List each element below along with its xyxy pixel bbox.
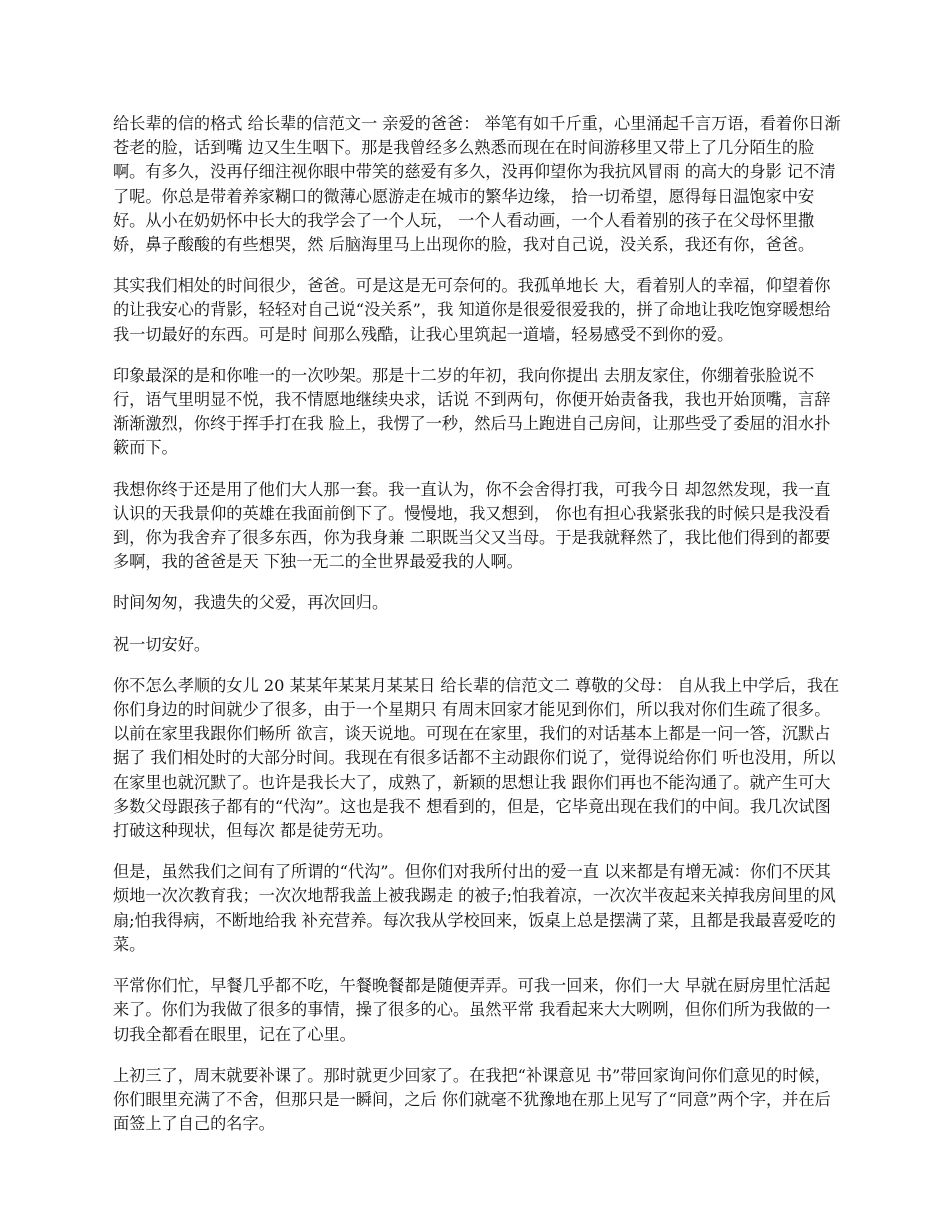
paragraph-9: 平常你们忙，早餐几乎都不吃，午餐晚餐都是随便弄弄。可我一回来，你们一大 早就在厨房里忙活起来了。你们为我做了很多的事情，操了很多的心。虽然平常 我看起来大大咧咧，但你们所为我做的一切我全都看在眼里，记在了心里。 (113, 976, 831, 1044)
paragraph-1: 给长辈的信的格式 给长辈的信范文一 亲爱的爸爸： 举笔有如千斤重，心里涌起千言万语，看着你日渐苍老的脸，话到嘴 边又生生咽下。那是我曾经多么熟悉而现在在时间游移里又带上了几分陌生的脸 啊。有多久，没再仔细注视你眼中带笑的慈爱有多久，没再仰望你为我抗风冒雨 的高大的身影 记不清了呢。你总是带着养家糊口的微薄心愿游走在城市的繁华边缘， 拾一切希望，愿得每日温饱家中安好。从小在奶奶怀中长大的我学会了一个人玩， 一个人看动画，一个人看着别的孩子在父母怀里撒娇，鼻子酸酸的有些想哭，然 后脑海里马上出现你的脸，我对自己说，没关系，我还有你，爸爸。 (113, 114, 841, 255)
paragraph-6: 祝一切安好。 (113, 634, 211, 654)
paragraph-5: 时间匆匆，我遗失的父爱，再次回归。 (113, 593, 389, 613)
paragraph-3: 印象最深的是和你唯一的一次吵架。那是十二岁的年初，我向你提出 去朋友家住，你绷着张脸说不行，语气里明显不悦，我不情愿地继续央求，话说 不到两句，你便开始责备我，我也开始顶嘴，言辞渐渐激烈，你终于挥手打在我 脸上，我愣了一秒，然后马上跑进自己房间，让那些受了委屈的泪水扑簌而下。 (113, 365, 831, 458)
paragraph-10: 上初三了，周末就要补课了。那时就更少回家了。在我把“补课意见 书”带回家询问你们意见的时候，你们眼里充满了不舍，但那只是一瞬间，之后 你们就毫不犹豫地在那上见写了“同意”两个字，并在后面签上了自己的名字。 (113, 1065, 831, 1134)
paragraph-7: 你不怎么孝顺的女儿 20 某某年某某月某某日 给长辈的信范文二 尊敬的父母： 自从我上中学后，我在你们身边的时间就少了很多，由于一个星期只 有周末回家才能见到你们，所以我对你们生疏了很多。以前在家里我跟你们畅所 欲言，谈天说地。可现在在家里，我们的对话基本上都是一问一答，沉默占据了 我们相处时的大部分时间。我现在有很多话都不主动跟你们说了，觉得说给你们 听也没用，所以在家里也就沉默了。也许是我长大了，成熟了，新颖的思想让我 跟你们再也不能沟通了。就产生可大多数父母跟孩子都有的“代沟”。这也是我不 想看到的，但是，它毕竟出现在我们的中间。我几次试图打破这种现状，但每次 都是徒劳无功。 (113, 675, 840, 841)
paragraph-4: 我想你终于还是用了他们大人那一套。我一直认为，你不会舍得打我，可我今日 却忽然发现，我一直认识的天我景仰的英雄在我面前倒下了。慢慢地，我又想到， 你也有担心我紧张我的时候只是我没看到，你为我舍弃了很多东西，你为我身兼 二职既当父又当母。于是我就释然了，我比他们得到的都要多啊，我的爸爸是天 下独一无二的全世界最爱我的人啊。 (113, 479, 831, 572)
paragraph-8: 但是，虽然我们之间有了所谓的“代沟”。但你们对我所付出的爱一直 以来都是有增无减：你们不厌其烦地一次次教育我；一次次地帮我盖上被我踢走 的被子;怕我着凉，一次次半夜起来关掉我房间里的风扇;怕我得病，不断地给我 补充营养。每次我从学校回来，饭桌上总是摆满了菜，且都是我最喜爱吃的菜。 (113, 862, 836, 954)
document-page (113, 112, 841, 1153)
paragraph-2: 其实我们相处的时间很少，爸爸。可是这是无可奈何的。我孤单地长 大，看着别人的幸福，仰望着你的让我安心的背影，轻轻对自己说“没关系”，我 知道你是很爱很爱我的，拼了命地让我吃饱穿暖想给我一切最好的东西。可是时 间那么残酷，让我心里筑起一道墙，轻易感受不到你的爱。 (113, 276, 831, 344)
